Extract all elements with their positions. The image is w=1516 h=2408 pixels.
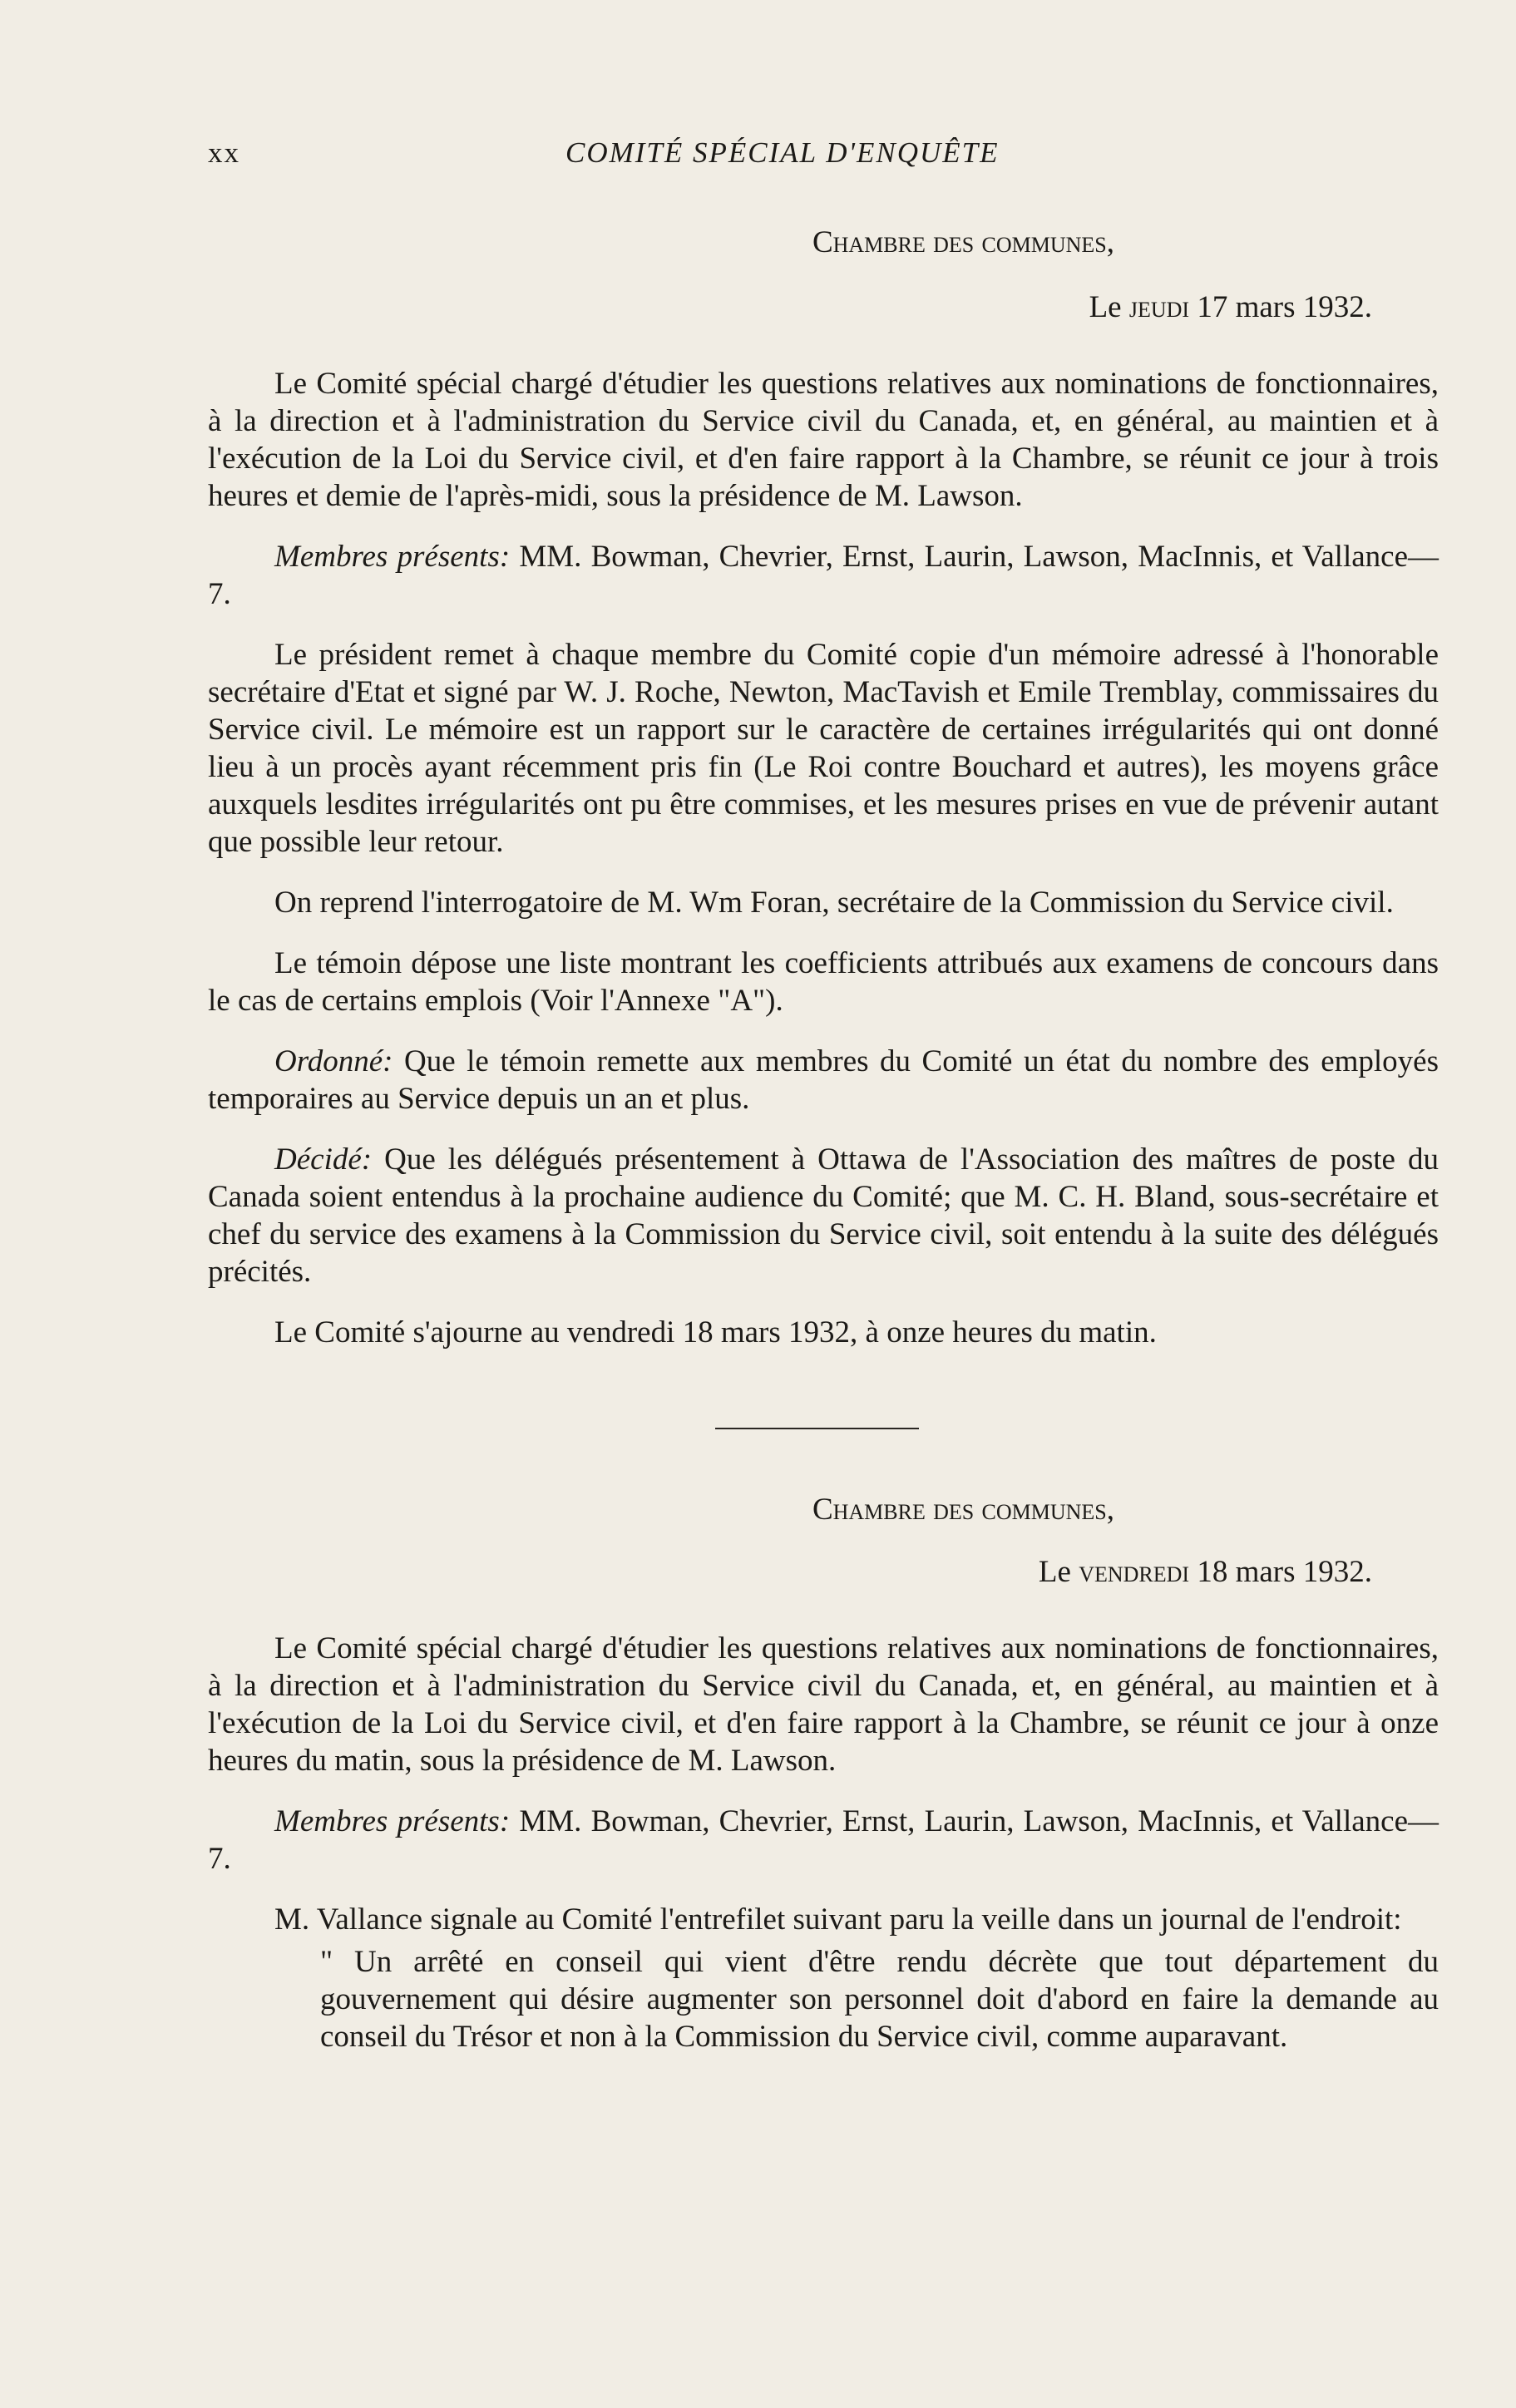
- sitting-date: [208, 1554, 1439, 1590]
- sitting-thursday: [208, 225, 1439, 1351]
- members-text: MM. Bowman, Chevrier, Ernst, Laurin, Lawson, MacInnis, et Vallance—7.: [208, 540, 1439, 611]
- sitting-friday: [208, 1492, 1439, 2055]
- date-prefix: Le: [1038, 1555, 1071, 1589]
- sitting-date: [208, 289, 1439, 325]
- decided-label: Décidé:: [274, 1142, 373, 1177]
- members-paragraph: [208, 538, 1439, 613]
- section-separator: [715, 1428, 919, 1429]
- house-heading: Chambre des communes,: [812, 225, 1114, 259]
- decided-paragraph: [208, 1141, 1439, 1290]
- members-text: MM. Bowman, Chevrier, Ernst, Laurin, Lawson, MacInnis, et Vallance—7.: [208, 1804, 1439, 1876]
- running-header: [208, 125, 1439, 175]
- vallance-paragraph: M. Vallance signale au Comité l'entrefilet suivant paru la veille dans un journal de l'endroit:: [274, 1902, 1402, 1937]
- newspaper-quote: " Un arrêté en conseil qui vient d'être rendu décrète que tout département du gouvernement qui désire augmenter son personnel doit d'abord en faire la demande au conseil du Trésor et non à la Commission du Service civil, comme auparavant.: [320, 1945, 1439, 2054]
- document-page: [208, 125, 1439, 2055]
- resume-paragraph: On reprend l'interrogatoire de M. Wm Foran, secrétaire de la Commission du Service civil.: [274, 886, 1394, 920]
- house-heading: Chambre des communes,: [812, 1493, 1114, 1527]
- ordered-text: Que le témoin remette aux membres du Comité un état du nombre des employés temporaires au Service depuis un an et plus.: [208, 1044, 1439, 1116]
- intro-paragraph: Le Comité spécial chargé d'étudier les questions relatives aux nominations de fonctionnaires, à la direction et à l'administration du Service civil du Canada, et, en général, au maintien et à l'exécution de la Loi du Service civil, et d'en faire rapport à la Chambre, se réunit ce jour à trois heures et demie de l'après-midi, sous la présidence de M. Lawson.: [208, 367, 1439, 513]
- intro-paragraph: Le Comité spécial chargé d'étudier les questions relatives aux nominations de fonctionnaires, à la direction et à l'administration du Service civil du Canada, et, en général, au maintien et à l'exécution de la Loi du Service civil, et d'en faire rapport à la Chambre, se réunit ce jour à onze heures du matin, sous la présidence de M. Lawson.: [208, 1631, 1439, 1778]
- memo-paragraph: Le président remet à chaque membre du Comité copie d'un mémoire adressé à l'honorable secrétaire d'Etat et signé par W. J. Roche, Newton, MacTavish et Emile Tremblay, commissaires du Service civil. Le mémoire est un rapport sur le caractère de certaines irrégularités qui ont donné lieu à un procès ayant récemment pris fin (Le Roi contre Bouchard et autres), les moyens grâce auxquels lesdites irrégularités ont pu être commises, et les mesures prises en vue de prévenir autant que possible leur retour.: [208, 638, 1439, 859]
- date-rest: 17 mars 1932.: [1197, 290, 1372, 324]
- ordered-label: Ordonné:: [274, 1044, 393, 1078]
- running-title: COMITÉ SPÉCIAL D'ENQUÊTE: [565, 136, 1000, 169]
- members-label: Membres présents:: [274, 1804, 511, 1838]
- date-day: vendredi: [1079, 1555, 1190, 1589]
- date-day: jeudi: [1128, 290, 1190, 324]
- date-rest: 18 mars 1932.: [1197, 1555, 1372, 1589]
- page-number: xx: [208, 136, 240, 169]
- witness-paragraph: Le témoin dépose une liste montrant les coefficients attribués aux examens de concours dans le cas de certains emplois (Voir l'Annexe "A").: [208, 946, 1439, 1018]
- date-prefix: Le: [1089, 290, 1122, 324]
- members-paragraph: [208, 1803, 1439, 1878]
- decided-text: Que les délégués présentement à Ottawa de l'Association des maîtres de poste du Canada soient entendus à la prochaine audience du Comité; que M. C. H. Bland, sous-secrétaire et chef du service des examens à la Commission du Service civil, soit entendu à la suite des délégués précités.: [208, 1142, 1439, 1289]
- members-label: Membres présents:: [274, 540, 511, 574]
- ordered-paragraph: [208, 1043, 1439, 1118]
- adjourn-paragraph: Le Comité s'ajourne au vendredi 18 mars 1932, à onze heures du matin.: [274, 1315, 1157, 1350]
